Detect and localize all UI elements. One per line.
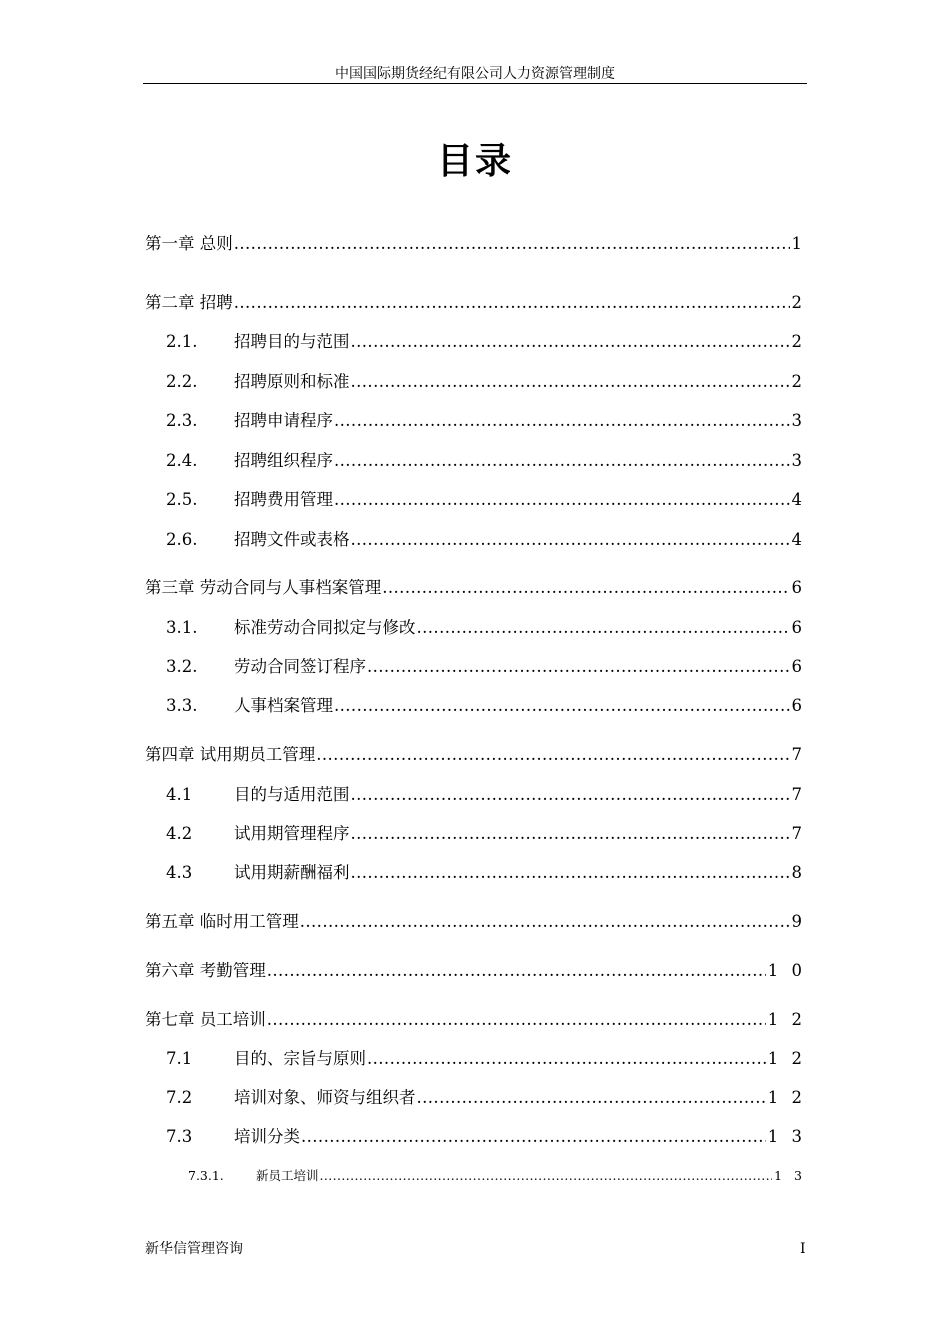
toc-entry-chapter-6[interactable] <box>145 959 806 983</box>
toc-entry-title: 第三章 劳动合同与人事档案管理 <box>145 578 382 597</box>
toc-entry-number: 7.2 <box>166 1088 193 1107</box>
dot-leader <box>351 528 790 552</box>
toc-entry-2-5[interactable] <box>166 488 806 512</box>
dot-leader <box>417 1086 766 1110</box>
toc-entry-number: 2.4. <box>166 451 198 470</box>
toc-entry-number: 4.1 <box>166 785 193 804</box>
toc-entry-title: 目的、宗旨与原则 <box>234 1049 366 1068</box>
toc-entry-2-3[interactable] <box>166 409 806 433</box>
dot-leader <box>382 576 789 600</box>
dot-leader <box>334 409 790 433</box>
page-title: 目录 <box>436 141 513 182</box>
header-divider <box>143 83 807 84</box>
toc-entry-page: 6 <box>791 578 806 597</box>
toc-entry-number: 2.2. <box>166 372 198 391</box>
toc-entry-7-2[interactable] <box>166 1086 806 1110</box>
toc-entry-number: 2.6. <box>166 530 198 549</box>
dot-leader <box>267 1008 766 1032</box>
toc-entry-2-4[interactable] <box>166 449 806 473</box>
toc-entry-page: 1 2 <box>767 1088 806 1107</box>
toc-entry-title: 第五章 临时用工管理 <box>145 912 299 931</box>
dot-leader <box>320 1164 773 1188</box>
toc-entry-7-3[interactable] <box>166 1125 806 1149</box>
dot-leader <box>351 370 790 394</box>
dot-leader <box>334 488 790 512</box>
toc-entry-number: 3.1. <box>166 618 198 637</box>
dot-leader <box>334 449 790 473</box>
toc-entry-3-2[interactable] <box>166 655 806 679</box>
dot-leader <box>300 910 790 934</box>
toc-entry-page: 7 <box>791 785 806 804</box>
toc-entry-4-1[interactable] <box>166 783 806 807</box>
dot-leader <box>351 861 790 885</box>
toc-entry-2-2[interactable] <box>166 370 806 394</box>
footer-company: 新华信管理咨询 <box>145 1241 243 1257</box>
toc-entry-page: 1 0 <box>767 961 806 980</box>
toc-entry-page: 1 3 <box>767 1127 806 1146</box>
toc-entry-title: 第一章 总则 <box>145 234 233 253</box>
dot-leader <box>267 959 766 983</box>
toc-entry-title: 培训对象、师资与组织者 <box>234 1088 416 1107</box>
toc-entry-title: 招聘目的与范围 <box>234 332 350 351</box>
toc-entry-page: 6 <box>791 618 806 637</box>
toc-entry-title: 目的与适用范围 <box>234 785 350 804</box>
toc-entry-title: 人事档案管理 <box>234 696 333 715</box>
toc-entry-page: 1 <box>791 234 806 253</box>
toc-entry-page: 1 3 <box>774 1168 806 1183</box>
toc-entry-4-3[interactable] <box>166 861 806 885</box>
toc-entry-number: 2.1. <box>166 332 198 351</box>
toc-entry-number: 4.3 <box>166 863 193 882</box>
toc-entry-number: 2.3. <box>166 411 198 430</box>
dot-leader <box>367 1047 766 1071</box>
toc-entry-title: 第七章 员工培训 <box>145 1010 266 1029</box>
dot-leader <box>334 694 790 718</box>
toc-entry-number: 3.2. <box>166 657 198 676</box>
toc-entry-title: 试用期薪酬福利 <box>234 863 350 882</box>
toc-entry-title: 招聘原则和标准 <box>234 372 350 391</box>
toc-entry-page: 9 <box>791 912 806 931</box>
toc-entry-2-6[interactable] <box>166 528 806 552</box>
toc-entry-chapter-5[interactable] <box>145 910 806 934</box>
toc-entry-2-1[interactable] <box>166 330 806 354</box>
toc-entry-page: 7 <box>791 824 806 843</box>
dot-leader <box>367 655 790 679</box>
toc-entry-4-2[interactable] <box>166 822 806 846</box>
toc-entry-page: 1 2 <box>767 1049 806 1068</box>
toc-entry-number: 4.2 <box>166 824 193 843</box>
toc-entry-number: 2.5. <box>166 490 198 509</box>
toc-entry-page: 8 <box>791 863 806 882</box>
dot-leader <box>234 291 790 315</box>
dot-leader <box>417 616 790 640</box>
footer-page-number: I <box>800 1241 806 1257</box>
toc-entry-title: 新员工培训 <box>256 1168 319 1183</box>
toc-entry-chapter-1[interactable] <box>145 232 806 256</box>
toc-entry-chapter-2[interactable] <box>145 291 806 315</box>
toc-entry-page: 4 <box>791 530 806 549</box>
toc-entry-title: 第六章 考勤管理 <box>145 961 266 980</box>
dot-leader <box>351 330 790 354</box>
dot-leader <box>351 783 790 807</box>
toc-entry-title: 第四章 试用期员工管理 <box>145 745 316 764</box>
toc-entry-number: 7.3.1. <box>188 1168 224 1183</box>
toc-entry-page: 4 <box>791 490 806 509</box>
toc-entry-number: 7.1 <box>166 1049 193 1068</box>
toc-entry-title: 招聘费用管理 <box>234 490 333 509</box>
toc-entry-title: 招聘组织程序 <box>234 451 333 470</box>
toc-entry-page: 3 <box>791 411 806 430</box>
toc-entry-page: 6 <box>791 696 806 715</box>
toc-entry-title: 招聘申请程序 <box>234 411 333 430</box>
toc-entry-7-3-1[interactable] <box>188 1164 806 1188</box>
toc-entry-title: 标准劳动合同拟定与修改 <box>234 618 416 637</box>
toc-entry-page: 3 <box>791 451 806 470</box>
toc-entry-page: 7 <box>791 745 806 764</box>
toc-entry-title: 试用期管理程序 <box>234 824 350 843</box>
toc-entry-title: 第二章 招聘 <box>145 293 233 312</box>
toc-entry-chapter-7[interactable] <box>145 1008 806 1032</box>
toc-entry-7-1[interactable] <box>166 1047 806 1071</box>
toc-entry-page: 2 <box>791 372 806 391</box>
dot-leader <box>316 743 789 767</box>
running-header: 中国国际期货经纪有限公司人力资源管理制度 <box>335 66 615 82</box>
toc-entry-title: 劳动合同签订程序 <box>234 657 366 676</box>
dot-leader <box>351 822 790 846</box>
toc-entry-title: 招聘文件或表格 <box>234 530 350 549</box>
toc-entry-chapter-4[interactable] <box>145 743 806 767</box>
toc-entry-chapter-3[interactable] <box>145 576 806 600</box>
toc-entry-page: 2 <box>791 293 806 312</box>
toc-entry-number: 3.3. <box>166 696 198 715</box>
dot-leader <box>301 1125 766 1149</box>
toc-entry-number: 7.3 <box>166 1127 193 1146</box>
toc-entry-page: 6 <box>791 657 806 676</box>
toc-entry-3-3[interactable] <box>166 694 806 718</box>
toc-entry-3-1[interactable] <box>166 616 806 640</box>
toc-entry-page: 2 <box>791 332 806 351</box>
toc-entry-title: 培训分类 <box>234 1127 300 1146</box>
dot-leader <box>234 232 790 256</box>
toc-entry-page: 1 2 <box>767 1010 806 1029</box>
